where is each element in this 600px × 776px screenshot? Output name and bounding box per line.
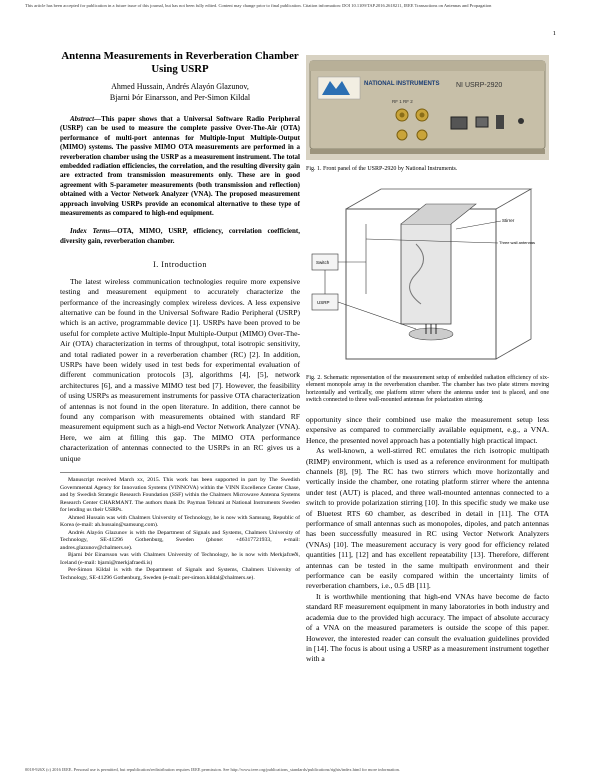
figure-2-setup-schematic: [306, 184, 549, 369]
right-paragraph-2: As well-known, a well-stirred RC emulates the rich isotropic multipath (RIMP) environment, which is used as a reference environment for multipath channels [8], [9]. The RC has two stirrers which move horizontally and vertically inside the chamber, one rotating platform stirrer where the antenna under test (AUT) is placed, and three wall-mounted antennas connected to a switch to provide polarization stirring [10]. In this specific study we make use of Bluetest RTS 60 chamber, as described in detail in [11]. The OTA performance of small antennas such as monopoles, dipoles, and patch antennas has been successfully measured in RC using Vector Network Analyzers (VNAs) [10]. The measurement accuracy is very good for efficiency related quantities [11], [12] and has excellent repeatability [13]. Therefore, different antennas can be tested in the same multipath environment and their performance can be easily compared within the uncertainty limits of reverberation chambers, i.e., 0.5 dB [11].: [306, 446, 549, 591]
chamber-schematic: [306, 184, 549, 369]
footnotes: [60, 477, 300, 582]
abstract: [60, 115, 300, 218]
authors-line-1: Ahmed Hussain, Andrés Alayón Glazunov,: [111, 82, 249, 91]
figure-1-caption: Fig. 1. Front panel of the USRP-2920 by National Instruments.: [306, 166, 458, 172]
footnote-glazunov: Andrés Alayón Glazunov is with the Department of Signals and Systems, Chalmers University of Technology, SE-41296 Gothenburg, Sweden (phone: +46317721933, e-mail: andres.glazunov@chalmers.se).: [60, 529, 300, 551]
footnote-manuscript: Manuscript received March xx, 2015. This work has been supported in part by The Swedish Governmental Agency for Innovation Systems (VINNOVA) within the VINN Excellence Center Chase, and by Swedish Strategic Research Foundation (SSF) within the Chalmers Microwave Antenna Systems Research Center CHARMANT. The authors thank Dr. Payman Tehrani at National Instruments Sweden for lending us their USRPs.: [60, 477, 300, 513]
right-column: [306, 55, 549, 665]
antennas-label: Three wall antennas: [499, 239, 536, 245]
abstract-label: Abstract: [70, 115, 95, 123]
abstract-text: —This paper shows that a Universal Software Radio Peripheral (USRP) can be used to measure the complete passive Over-The-Air (OTA) performance of multi-port antennas for Multiple-Input Multiple-Output (MIMO) systems. The passive MIMO OTA measurements are performed in a reverberation chamber using the USRP as a measurement instrument. The total embedded radiation efficiencies, the correlation, and the resulting diversity gain are extracted from transmission measurements only. These are in good agreement with S-parameter measurements (both transmission and reflection) obtained with a Vector Network Analyzer (VNA). The proposed measurement approach involving USRPs provide an economical alternative to these type of measurements as compared to high-end equipment.: [60, 115, 300, 218]
intro-paragraph: The latest wireless communication technologies require more expensive testing and measurement equipment to accurately characterize the performance of the increasingly complex wireless devices. A less expensive alternative can be found in the Universal Software Radio Peripheral (USRP) which is an active, programmable device [1]. USRPs have been proved to be useful for complete active Multiple-Input Multiple-Output (MIMO) Over-The-Air (OTA) characterization in terms of throughput, total isotropic sensitivity, and total radiated power in a reverberation chamber (RC) [2]. In addition, USRPs have been widely used in test beds for experimental evaluation of different communication protocols [3], algorithms [4], [5], network architectures [6], and a massive MIMO test bed [7]. However, the feasibility of using USRPs as measurement instruments for passive OTA characterization of antennas is not found in the open literature. In addition, there cannot be found any comparison with measurements obtained with standard RF measurement equipment such as a high-end Vector Network Analyzer (VNA). Here, we aim at filling this gap. The MIMO OTA performance characterization of antennas connected to the USRPs in an RC gives us a unique: [60, 276, 300, 463]
usrp-label: USRP: [317, 299, 330, 305]
figure-1-usrp-front-panel: [306, 55, 549, 160]
index-terms-label: Index Terms: [70, 227, 111, 236]
footnote-divider: [60, 472, 300, 473]
left-column: [60, 50, 300, 582]
footnote-hussain: Ahmed Hussain was with Chalmers University of Technology, he is now with Samsung, Republic of Korea (e-mail: ah.hussain@samsung.com).: [60, 514, 300, 528]
model-label: NI USRP-2920: [456, 82, 503, 89]
page-number: 1: [552, 30, 556, 37]
ports-label: RF 1 RF 2: [392, 99, 413, 104]
switch-label: Switch: [316, 259, 330, 265]
right-paragraph-3: It is worthwhile mentioning that high-end VNAs have become de facto standard RF measurement equipment in many laboratories in both industry and academia due to the provided high accuracy. The impact of absolute accuracy of a VNA on the measured parameters is outside the scope of this paper. However, the interested reader can consult the evaluation guidelines provided in [14]. The focus is about using a USRP as a measurement instrument together with a: [306, 591, 549, 664]
index-terms: [60, 227, 300, 246]
figure-2-caption: Fig. 2. Schematic representation of the measurement setup of embedded radiation efficiency of six-element monopole array in the reverberation chamber. The chamber has two plate stirrers moving horizontally and vertically, one platform stirrer where the antenna under test is placed, and one switch connected to three wall-mounted antennas for polarization stirring.: [306, 374, 549, 404]
right-paragraph-1: opportunity since their combined use make the measurement setup less expensive as compared to commercially available equipment, e.g., a VNA. Hence, the presented novel approach has a potentially high practical impact.: [306, 414, 549, 445]
vertical-stirrer: [401, 224, 451, 324]
copyright-footer: 0018-926X (c) 2016 IEEE. Personal use is permitted, but republication/redistribution requires IEEE permission. See http://www.ieee.org/publications_standards/publications/rights/index.html for more information.: [25, 767, 400, 772]
paper-title: Antenna Measurements in Reverberation Chamber Using USRP: [61, 50, 299, 75]
brand-label: NATIONAL INSTRUMENTS: [364, 81, 440, 87]
authors: [60, 81, 300, 103]
stirrer-label: Stirrer: [502, 217, 515, 223]
usrp-photo: [306, 55, 549, 160]
running-header: This article has been accepted for publication in a future issue of this journal, but has not been fully edited. Content may change prior to final publication. Citation information: DOI 10.1109/TAP.2016.2618211, IEEE Transactions on Antennas and Propagation: [25, 3, 492, 8]
footnote-kildal: Per-Simon Kildal is with the Department of Signals and Systems, Chalmers University of Technology, SE-41296 Gothenburg, Sweden (e-mail: per-simon.kildal@chalmers.se).: [60, 567, 300, 581]
ethernet-port-icon: [451, 117, 467, 129]
authors-line-2: Bjarni Þór Einarsson, and Per-Simon Kildal: [109, 93, 251, 102]
index-terms-text: —OTA, MIMO, USRP, efficiency, correlation coefficient, diversity gain, reverberation chamber.: [60, 227, 301, 245]
section-heading-introduction: I. Introduction: [153, 260, 207, 270]
footnote-einarsson: Bjarni Þór Einarsson was with Chalmers University of Technology, he is now with Merkjafræði, Iceland (e-mail: bjarni@merkjafraedi.is): [60, 552, 300, 566]
